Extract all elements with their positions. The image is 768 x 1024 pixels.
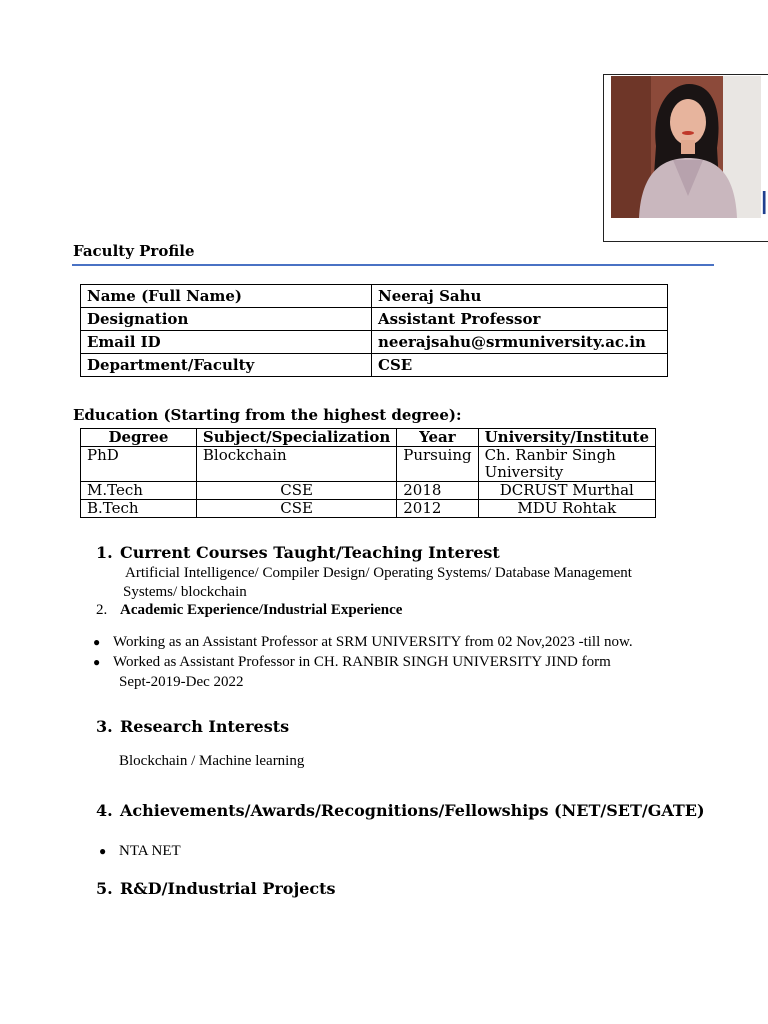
header-year: Year <box>397 429 478 447</box>
list-item <box>93 633 633 652</box>
section-number: 2. <box>96 602 108 618</box>
section-heading-achievements <box>96 801 705 820</box>
education-table <box>80 428 656 518</box>
list-item <box>93 653 611 672</box>
cell-university: DCRUST Murthal <box>478 482 655 500</box>
header-degree: Degree <box>81 429 197 447</box>
section-heading-projects <box>96 879 336 898</box>
list-item <box>99 842 181 861</box>
cell-subject: Blockchain <box>196 447 396 482</box>
section-heading-courses <box>96 543 500 562</box>
cell-degree: M.Tech <box>81 482 197 500</box>
cell-subject: CSE <box>196 500 396 518</box>
table-row <box>81 354 668 377</box>
courses-text-line: Systems/ blockchain <box>123 584 247 600</box>
cell-year: Pursuing <box>397 447 478 482</box>
list-item-text: Working as an Assistant Professor at SRM UNIVERSITY from 02 Nov,2023 -till now. <box>113 634 633 650</box>
table-row <box>81 482 656 500</box>
profile-photo <box>611 76 761 218</box>
list-item-continuation: Sept-2019-Dec 2022 <box>119 674 244 690</box>
section-number: 5. <box>96 879 113 898</box>
table-row <box>81 500 656 518</box>
section-title: Achievements/Awards/Recognitions/Fellowships (NET/SET/GATE) <box>120 801 705 820</box>
university-line: University <box>484 463 564 481</box>
section-title: Research Interests <box>120 717 290 736</box>
table-row <box>81 331 668 354</box>
table-header-row <box>81 429 656 447</box>
bullet-icon: ● <box>93 635 101 649</box>
cell-university <box>478 447 655 482</box>
research-text: Blockchain / Machine learning <box>119 753 305 769</box>
section-title: Academic Experience/Industrial Experience <box>120 602 403 618</box>
cell-subject: CSE <box>196 482 396 500</box>
row-label: Department/Faculty <box>81 354 372 377</box>
bullet-icon: ● <box>93 655 101 669</box>
cell-year: 2012 <box>397 500 478 518</box>
section-number: 4. <box>96 801 113 820</box>
section-title: Current Courses Taught/Teaching Interest <box>120 543 500 562</box>
header-university: University/Institute <box>478 429 655 447</box>
bullet-icon: ● <box>99 844 107 858</box>
list-item-text: NTA NET <box>119 843 181 859</box>
education-title: Education (Starting from the highest degree): <box>73 406 462 424</box>
row-value: Assistant Professor <box>372 308 668 331</box>
university-line: Ch. Ranbir Singh <box>484 446 616 464</box>
header-subject: Subject/Specialization <box>196 429 396 447</box>
list-item-text: Worked as Assistant Professor in CH. RANBIR SINGH UNIVERSITY JIND form <box>113 654 611 670</box>
row-label: Email ID <box>81 331 372 354</box>
courses-text-line: Artificial Intelligence/ Compiler Design/ Operating Systems/ Database Management <box>125 565 632 581</box>
row-value: CSE <box>372 354 668 377</box>
cell-degree: B.Tech <box>81 500 197 518</box>
row-label: Name (Full Name) <box>81 285 372 308</box>
table-row <box>81 447 656 482</box>
section-heading-experience <box>96 602 402 619</box>
cell-year: 2018 <box>397 482 478 500</box>
table-row <box>81 308 668 331</box>
row-label: Designation <box>81 308 372 331</box>
row-value: neerajsahu@srmuniversity.ac.in <box>372 331 668 354</box>
section-number: 1. <box>96 543 113 562</box>
row-value: Neeraj Sahu <box>372 285 668 308</box>
profile-table <box>80 284 668 377</box>
divider-rule <box>72 264 714 266</box>
table-row <box>81 285 668 308</box>
section-heading-research <box>96 717 289 736</box>
section-title: R&D/Industrial Projects <box>120 879 336 898</box>
edge-letter: l <box>760 187 768 222</box>
section-title-faculty-profile: Faculty Profile <box>73 242 195 260</box>
cell-degree: PhD <box>81 447 197 482</box>
cell-university: MDU Rohtak <box>478 500 655 518</box>
section-number: 3. <box>96 717 113 736</box>
